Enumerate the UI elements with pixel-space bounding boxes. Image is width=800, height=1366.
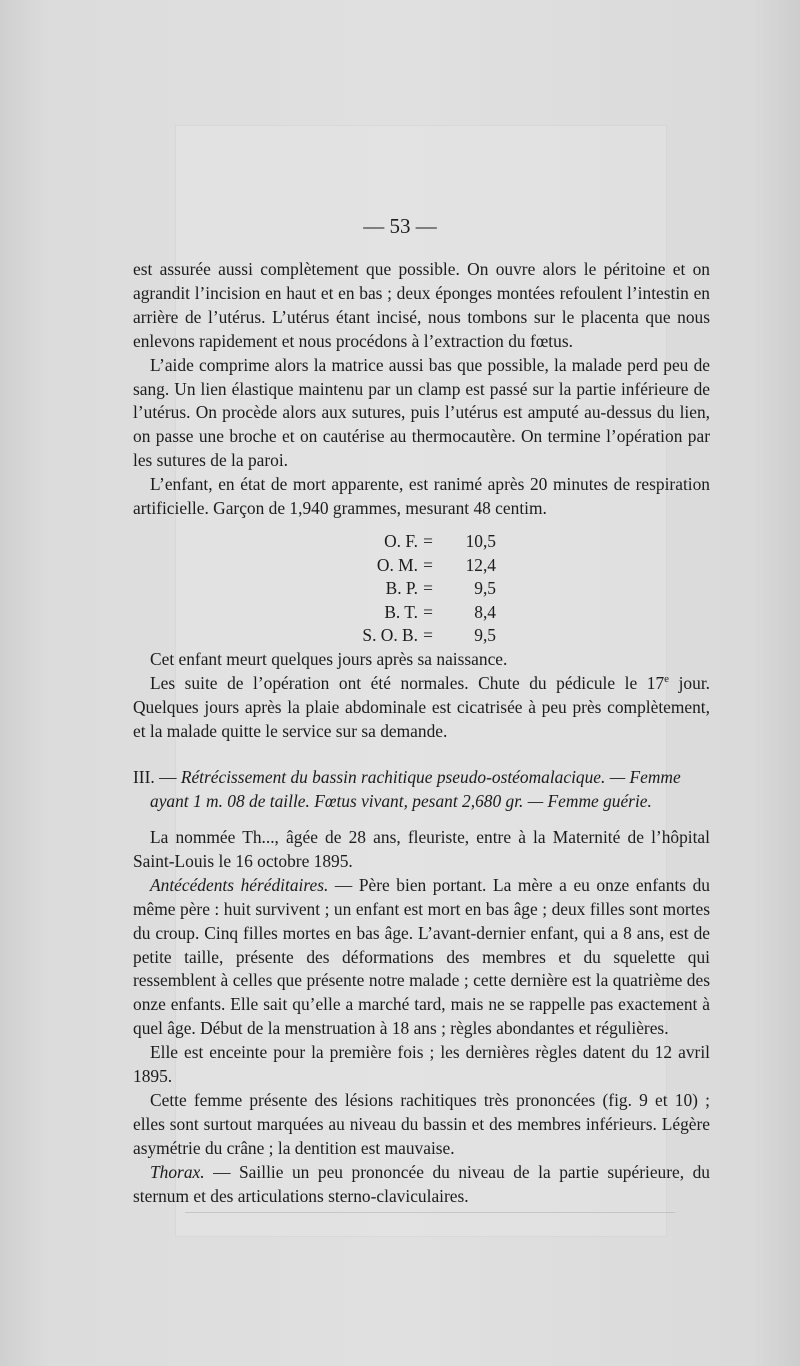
paragraph: Cette femme présente des lésions rachitiques très prononcées (fig. 9 et 10) ; elles sont surtout marquées au niveau du bassin et des membres inférieurs. Légère asymétrie du crâne ; la dentition est mauvaise. xyxy=(133,1089,710,1158)
superscript: e xyxy=(664,673,670,686)
paragraph xyxy=(133,672,710,744)
divider xyxy=(185,1212,675,1213)
text-run: Les suite de l’opération ont été normales. Chute du pédicule le 17 xyxy=(150,672,665,693)
measurement-label: O. F. xyxy=(384,531,418,551)
measurement-row xyxy=(340,601,496,625)
measurement-equals: = xyxy=(423,578,433,599)
paragraph-block-operation xyxy=(133,258,710,521)
section-label: Antécédents héréditaires. xyxy=(150,874,329,895)
measurement-equals: = xyxy=(423,554,433,575)
measurement-value: 12,4 xyxy=(465,554,496,575)
measurement-value: 9,5 xyxy=(474,578,496,599)
measurement-row xyxy=(340,530,496,554)
case-heading-line2: ayant 1 m. 08 de taille. Fœtus vivant, pesant 2,680 gr. — Femme guérie. xyxy=(150,790,652,811)
measurement-equals: = xyxy=(423,601,433,622)
measurement-row xyxy=(340,624,496,648)
section-label: Thorax. xyxy=(150,1161,205,1182)
paragraph: La nommée Th..., âgée de 28 ans, fleuriste, entre à la Maternité de l’hôpital Saint-Louis le 16 octobre 1895. xyxy=(133,827,710,871)
measurement-equals: = xyxy=(423,625,433,646)
case-title: Rétrécissement du bassin rachitique pseudo-ostéomalacique. — Femme xyxy=(180,767,681,787)
case-heading-line1 xyxy=(133,766,710,790)
page-number: — 53 — xyxy=(363,214,437,238)
case-number: III. — xyxy=(133,767,177,787)
measurement-equals: = xyxy=(423,531,433,551)
measurement-row xyxy=(340,554,496,578)
paragraph: L’aide comprime alors la matrice aussi bas que possible, la malade perd peu de sang. Un lien élastique maintenu par un clamp est passé sur la partie inférieure de l’utérus. On procède alors aux sutures, puis l’utérus est amputé au-dessus du lien, on passe une broche et on cautérise au thermocautère. On termine l’opération par les sutures de la paroi. xyxy=(133,354,710,471)
measurement-value: 8,4 xyxy=(474,601,496,622)
text-run: — Saillie un peu prononcée du niveau de la partie supérieure, du sternum et des articulations sterno-claviculaires. xyxy=(133,1161,710,1206)
measurement-label: S. O. B. xyxy=(362,625,418,646)
measurement-row xyxy=(340,577,496,601)
measurements-table xyxy=(340,530,496,648)
paragraph-block-outcome xyxy=(133,648,710,744)
case-heading xyxy=(133,766,710,814)
paragraph: est assurée aussi complètement que possible. On ouvre alors le péritoine et on agrandit l’incision en haut et en bas ; deux éponges montées refoulent l’intestin en arrière de l’utérus. L’utérus étant incisé, nous tombons sur le placenta que nous enlevons rapidement et nous procédons à l’extraction du fœtus. xyxy=(133,259,710,351)
measurement-label: B. P. xyxy=(385,578,418,599)
measurement-label: O. M. xyxy=(376,554,418,575)
measurement-value: 10,5 xyxy=(465,531,496,551)
paragraph xyxy=(133,1161,710,1209)
measurement-label: B. T. xyxy=(384,601,418,622)
measurement-value: 9,5 xyxy=(474,625,496,646)
text-run: — Père bien portant. La mère a eu onze enfants du même père : huit survivent ; un enfant est mort en bas âge ; deux filles sont mortes du croup. Cinq filles mortes en bas âge. L’avant-dernier enfant, qui a 8 ans, est de petite taille, présente des déformations des membres et du squelette qui ressemblent à celles que présente notre malade ; cette dernière est la quatrième des onze enfants. Elle sait qu’elle a marché tard, mais ne se rappelle pas exactement à quel âge. Début de la menstruation à 18 ans ; règles abondantes et régulières. xyxy=(133,874,710,1039)
paragraph: L’enfant, en état de mort apparente, est ranimé après 20 minutes de respiration artificielle. Garçon de 1,940 grammes, mesurant 48 centim. xyxy=(133,474,710,519)
paragraph-block-history xyxy=(133,826,710,1209)
paragraph: Elle est enceinte pour la première fois ; les dernières règles datent du 12 avril 1895. xyxy=(133,1042,710,1087)
paragraph xyxy=(133,874,710,1041)
text-run: jour. Quelques jours après la plaie abdominale est cicatrisée à peu près complètement, et la malade quitte le service sur sa demande. xyxy=(133,672,711,741)
paragraph: Cet enfant meurt quelques jours après sa naissance. xyxy=(150,649,508,669)
